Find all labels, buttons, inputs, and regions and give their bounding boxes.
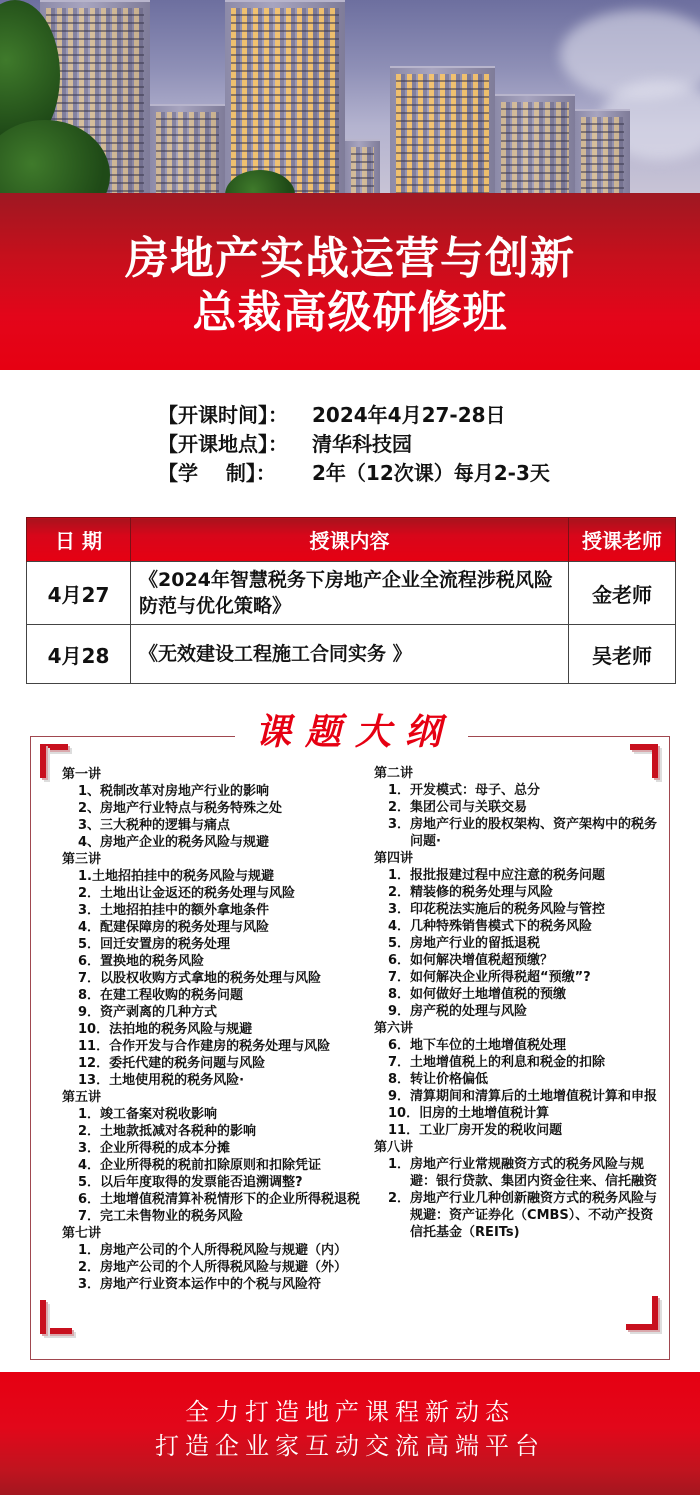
list-item — [62, 1004, 372, 1021]
course-info — [158, 401, 618, 488]
corner-bracket-icon — [40, 1300, 70, 1334]
item-number: 3． — [388, 817, 411, 832]
list-item — [62, 1072, 372, 1089]
item-text: 工业厂房开发的税收问题 — [419, 1123, 563, 1138]
list-item — [374, 1037, 664, 1054]
list-item — [62, 1055, 372, 1072]
list-item — [62, 1259, 372, 1276]
info-value: 清华科技园 — [312, 432, 412, 456]
item-number: 2． — [388, 1191, 411, 1206]
list-item — [62, 936, 372, 953]
item-text: 报批报建过程中应注意的税务问题 — [410, 868, 606, 883]
item-text: 开发模式：母子、总分 — [410, 783, 541, 798]
item-text: 合作开发与合作建房的税务处理与风险 — [109, 1039, 331, 1054]
item-text: 配建保障房的税务处理与风险 — [100, 920, 270, 935]
info-value: 2年（12次课）每月2-3天 — [312, 461, 550, 485]
lecture-heading: 第二讲 — [374, 766, 414, 781]
item-text: 土地出让金返还的税务处理与风险 — [100, 886, 296, 901]
item-number: 9． — [388, 1089, 411, 1104]
list-item — [374, 1054, 664, 1071]
item-number: 2． — [388, 800, 411, 815]
list-item — [62, 783, 372, 800]
list-item — [62, 800, 372, 817]
item-number: 2． — [78, 1260, 101, 1275]
item-number: 3、 — [78, 818, 101, 833]
item-number: 2． — [78, 886, 101, 901]
item-number: 3． — [78, 903, 101, 918]
item-text: 地下车位的土地增值税处理 — [410, 1038, 567, 1053]
list-item — [374, 884, 664, 901]
corner-bracket-icon — [628, 1296, 658, 1330]
list-item — [62, 953, 372, 970]
lecture-heading: 第三讲 — [62, 852, 102, 867]
list-item — [62, 1242, 372, 1259]
cell-teacher: 金老师 — [569, 562, 676, 625]
lecture-heading: 第一讲 — [62, 767, 102, 782]
syllabus-right-column — [374, 765, 664, 1241]
list-item — [62, 1106, 372, 1123]
cell-date: 4月27 — [27, 562, 131, 625]
list-item — [374, 1190, 664, 1241]
item-text: 如何解决企业所得税超“预缴”? — [410, 970, 591, 985]
list-item — [374, 1122, 664, 1139]
lecture-heading: 第五讲 — [62, 1090, 102, 1105]
cell-content: 《无效建设工程施工合同实务 》 — [131, 625, 569, 684]
item-number: 4、 — [78, 835, 101, 850]
item-text: 竣工备案对税收影响 — [100, 1107, 218, 1122]
item-text: 清算期间和清算后的土地增值税计算和申报 — [410, 1089, 658, 1104]
building-shape — [345, 139, 380, 194]
item-number: 10． — [388, 1106, 420, 1121]
list-item — [374, 799, 664, 816]
item-text: 土地款抵减对各税种的影响 — [100, 1124, 257, 1139]
list-item — [62, 1157, 372, 1174]
page-title-line2: 总裁高级研修班 — [192, 286, 508, 338]
item-number: 8． — [388, 987, 411, 1002]
list-item — [62, 834, 372, 851]
item-number: 6． — [388, 953, 411, 968]
item-text: 在建工程收购的税务问题 — [100, 988, 244, 1003]
item-text: 旧房的土地增值税计算 — [419, 1106, 550, 1121]
item-text: 土地招拍挂中的额外拿地条件 — [100, 903, 270, 918]
column-header-teacher: 授课老师 — [569, 518, 676, 562]
page-title-line1: 房地产实战运营与创新 — [125, 232, 575, 284]
item-number: 11． — [388, 1123, 420, 1138]
list-item — [62, 1191, 372, 1208]
item-number: 8． — [388, 1072, 411, 1087]
item-number: 3． — [78, 1277, 101, 1292]
table-header-row — [27, 518, 676, 562]
item-text: 转让价格偏低 — [410, 1072, 489, 1087]
item-text: 土地增值税清算补税情形下的企业所得税退税 — [100, 1192, 361, 1207]
list-item — [62, 1276, 372, 1293]
list-item — [374, 816, 664, 850]
list-item — [62, 1038, 372, 1055]
item-text: 资产剥离的几种方式 — [100, 1005, 218, 1020]
list-item — [374, 1105, 664, 1122]
item-text: 如何解决增值税超预缴？ — [410, 953, 554, 968]
info-label: 【开课时间】： — [158, 403, 288, 427]
footer-banner — [0, 1372, 700, 1495]
item-text: 房产税的处理与风险 — [410, 1004, 528, 1019]
building-shape — [150, 104, 225, 194]
item-text: 完工未售物业的税务风险 — [100, 1209, 244, 1224]
syllabus-heading — [0, 712, 700, 754]
info-label: 【学 制】： — [158, 461, 276, 485]
item-text: 房地产行业几种创新融资方式的税务风险与规避：资产证券化（CMBS）、不动产投资信托基金（REITs) — [410, 1191, 658, 1240]
list-item — [62, 1021, 372, 1038]
list-item — [374, 901, 664, 918]
item-text: 房地产企业的税务风险与规避 — [100, 835, 270, 850]
item-text: 印花税法实施后的税务风险与管控 — [410, 902, 606, 917]
item-number: 13． — [78, 1073, 110, 1088]
item-number: 2、 — [78, 801, 101, 816]
item-number: 5． — [78, 1175, 101, 1190]
item-number: 9． — [388, 1004, 411, 1019]
item-number: 12． — [78, 1056, 110, 1071]
item-number: 1. — [78, 869, 92, 884]
lecture-heading: 第四讲 — [374, 851, 414, 866]
item-number: 10． — [78, 1022, 110, 1037]
item-text: 土地增值税上的利息和税金的扣除 — [410, 1055, 606, 1070]
item-text: 集团公司与关联交易 — [410, 800, 528, 815]
item-text: 土地招拍挂中的税务风险与规避 — [91, 869, 274, 884]
item-text: 房地产行业资本运作中的个税与风险符 — [100, 1277, 322, 1292]
item-number: 4． — [388, 919, 411, 934]
list-item — [374, 1156, 664, 1190]
list-item — [374, 969, 664, 986]
lecture-heading: 第八讲 — [374, 1140, 414, 1155]
list-item — [62, 919, 372, 936]
list-item — [374, 1071, 664, 1088]
item-number: 9． — [78, 1005, 101, 1020]
item-number: 2． — [388, 885, 411, 900]
lecture-heading: 第七讲 — [62, 1226, 102, 1241]
item-number: 6． — [78, 1192, 101, 1207]
item-text: 委托代建的税务问题与风险 — [109, 1056, 266, 1071]
list-item — [62, 1174, 372, 1191]
building-shape — [225, 0, 345, 194]
item-text: 企业所得税的税前扣除原则和扣除凭证 — [100, 1158, 322, 1173]
list-item — [62, 987, 372, 1004]
list-item — [374, 1003, 664, 1020]
item-text: 三大税种的逻辑与痛点 — [100, 818, 231, 833]
list-item — [62, 970, 372, 987]
item-number: 7． — [78, 971, 101, 986]
item-text: 房地产行业的股权架构、资产架构中的税务问题· — [410, 817, 658, 849]
item-number: 1． — [78, 1243, 101, 1258]
item-text: 置换地的税务风险 — [100, 954, 205, 969]
item-number: 5． — [78, 937, 101, 952]
item-text: 精装修的税务处理与风险 — [410, 885, 554, 900]
item-number: 2． — [78, 1124, 101, 1139]
item-number: 1． — [78, 1107, 101, 1122]
info-label: 【开课地点】： — [158, 432, 288, 456]
item-text: 回迁安置房的税务处理 — [100, 937, 231, 952]
item-number: 6． — [388, 1038, 411, 1053]
list-item — [62, 817, 372, 834]
item-number: 7． — [388, 970, 411, 985]
item-number: 5． — [388, 936, 411, 951]
item-number: 4． — [78, 1158, 101, 1173]
list-item — [62, 868, 372, 885]
item-number: 7． — [388, 1055, 411, 1070]
list-item — [62, 1208, 372, 1225]
cell-date: 4月28 — [27, 625, 131, 684]
info-location — [158, 430, 618, 459]
syllabus-left-column — [62, 766, 372, 1293]
cell-teacher: 吴老师 — [569, 625, 676, 684]
list-item — [62, 1140, 372, 1157]
building-shape — [495, 94, 575, 194]
table-row — [27, 562, 676, 625]
list-item — [62, 902, 372, 919]
item-text: 以股权收购方式拿地的税务处理与风险 — [100, 971, 322, 986]
column-header-date: 日 期 — [27, 518, 131, 562]
item-number: 1、 — [78, 784, 101, 799]
item-text: 几种特殊销售模式下的税务风险 — [410, 919, 593, 934]
item-text: 房地产公司的个人所得税风险与规避（外） — [100, 1260, 348, 1275]
list-item — [374, 1088, 664, 1105]
table-row — [27, 625, 676, 684]
info-start-time — [158, 401, 618, 430]
item-number: 1． — [388, 1157, 411, 1172]
list-item — [374, 986, 664, 1003]
item-text: 企业所得税的成本分摊 — [100, 1141, 231, 1156]
lecture-heading: 第六讲 — [374, 1021, 414, 1036]
column-header-content: 授课内容 — [131, 518, 569, 562]
item-number: 11． — [78, 1039, 110, 1054]
schedule-table — [26, 517, 676, 684]
list-item — [62, 1123, 372, 1140]
item-text: 法拍地的税务风险与规避 — [109, 1022, 253, 1037]
building-shape — [575, 109, 630, 194]
item-text: 房地产公司的个人所得税风险与规避（内） — [100, 1243, 348, 1258]
list-item — [374, 867, 664, 884]
item-text: 房地产行业特点与税务特殊之处 — [100, 801, 283, 816]
item-number: 3． — [388, 902, 411, 917]
item-number: 7． — [78, 1209, 101, 1224]
item-text: 土地使用税的税务风险· — [109, 1073, 245, 1088]
item-number: 6． — [78, 954, 101, 969]
list-item — [374, 782, 664, 799]
list-item — [374, 918, 664, 935]
building-shape — [390, 66, 495, 194]
syllabus-title: 课题大纲 — [235, 712, 465, 754]
info-value: 2024年4月27-28日 — [312, 403, 506, 427]
item-text: 税制改革对房地产行业的影响 — [100, 784, 270, 799]
slogan-line2: 打造企业家互动交流高端平台 — [155, 1431, 545, 1460]
item-number: 1． — [388, 868, 411, 883]
item-text: 如何做好土地增值税的预缴 — [410, 987, 567, 1002]
item-number: 1． — [388, 783, 411, 798]
item-number: 3． — [78, 1141, 101, 1156]
item-text: 房地产行业的留抵退税 — [410, 936, 541, 951]
info-duration — [158, 459, 618, 488]
list-item — [374, 935, 664, 952]
item-number: 4． — [78, 920, 101, 935]
hero-buildings-image — [0, 0, 700, 194]
title-banner — [0, 193, 700, 370]
item-text: 房地产行业常规融资方式的税务风险与规避：银行贷款、集团内资金往来、信托融资 — [410, 1157, 658, 1189]
item-text: 以后年度取得的发票能否追溯调整? — [100, 1175, 303, 1190]
slogan-line1: 全力打造地产课程新动态 — [185, 1397, 515, 1426]
list-item — [62, 885, 372, 902]
cell-content: 《2024年智慧税务下房地产企业全流程涉税风险防范与优化策略》 — [131, 562, 569, 625]
list-item — [374, 952, 664, 969]
item-number: 8． — [78, 988, 101, 1003]
